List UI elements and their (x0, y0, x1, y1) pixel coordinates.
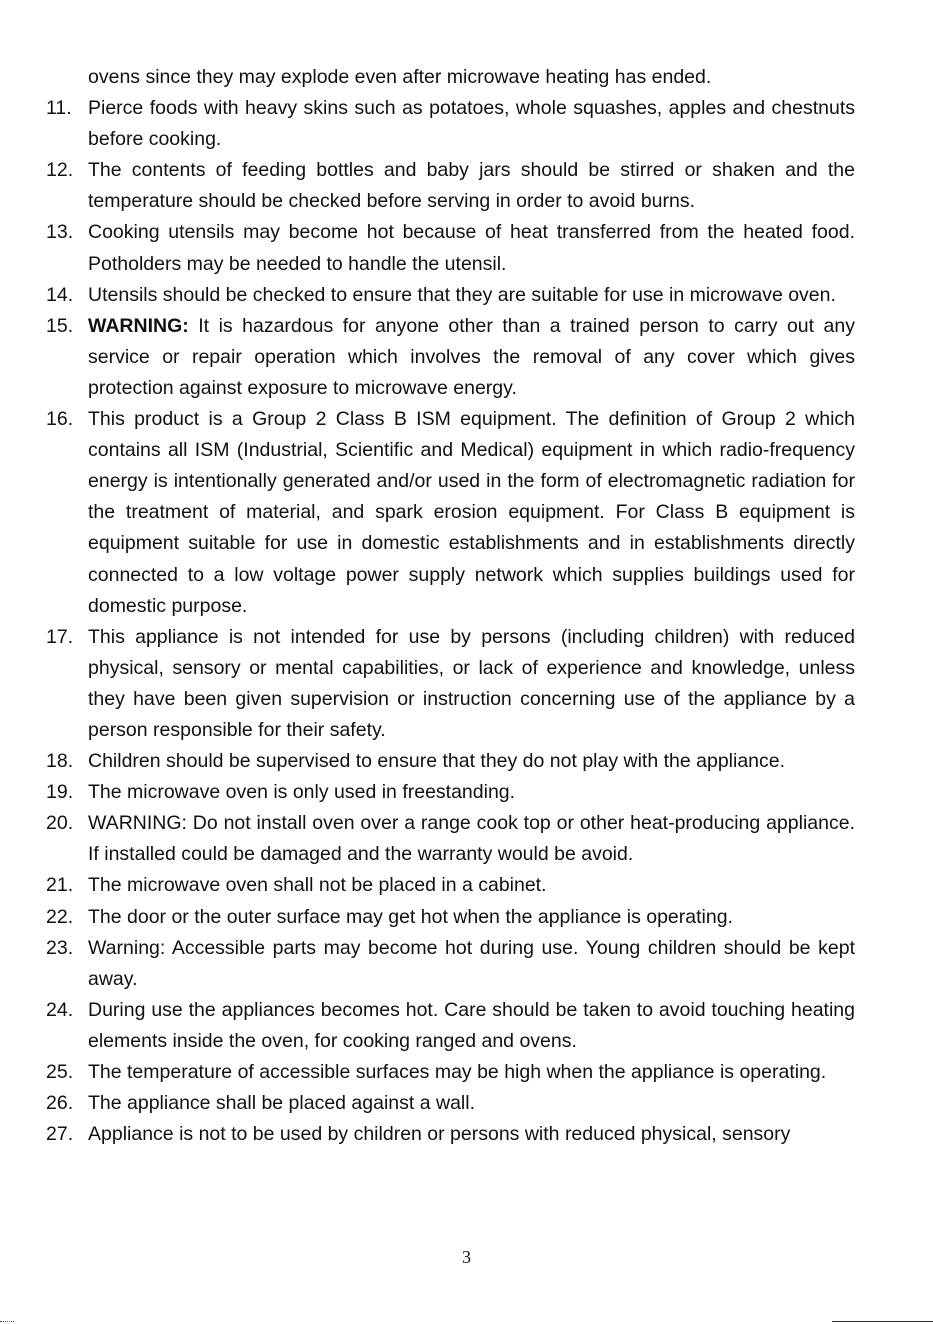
item-text: The appliance shall be placed against a wall. (88, 1092, 476, 1115)
safety-instructions-list (0, 62, 933, 1150)
item-text-with-warning (88, 311, 855, 404)
list-item-12 (0, 155, 933, 217)
item-number: 27. (46, 1123, 74, 1146)
list-item-24 (0, 995, 933, 1057)
footer-rule-left (0, 1321, 14, 1322)
item-text: The microwave oven is only used in freestanding. (88, 781, 516, 804)
item-number: 11. (46, 97, 72, 120)
item-number: 17. (46, 625, 74, 648)
list-item-14 (0, 280, 933, 311)
list-item-23 (0, 933, 933, 995)
list-item-18 (0, 746, 933, 777)
list-item-27 (0, 1119, 933, 1150)
list-item-25 (0, 1057, 933, 1088)
item-text: Utensils should be checked to ensure that they are suitable for use in microwave oven. (88, 283, 836, 306)
item-number: 18. (46, 750, 74, 773)
item-text: Cooking utensils may become hot because of heat transferred from the heated food. Potholders may be needed to handle the utensil. (88, 221, 855, 275)
footer-rule-right (832, 1321, 933, 1322)
list-item-17 (0, 622, 933, 746)
list-item-20 (0, 808, 933, 870)
item-number: 24. (46, 998, 74, 1021)
list-item-15 (0, 311, 933, 404)
list-item-26 (0, 1088, 933, 1119)
item-text: Children should be supervised to ensure that they do not play with the appliance. (88, 750, 786, 773)
item-number: 23. (46, 936, 74, 959)
item-text: This appliance is not intended for use by persons (including children) with reduced physical, sensory or mental capabilities, or lack of experience and knowledge, unless they have been given supervision or instruction concerning use of the appliance by a person responsible for their safety. (88, 625, 855, 741)
item-number: 22. (46, 905, 74, 928)
item-text: The microwave oven shall not be placed in a cabinet. (88, 874, 547, 897)
item-text: Pierce foods with heavy skins such as potatoes, whole squashes, apples and chestnuts before cooking. (88, 97, 855, 151)
list-item-13 (0, 217, 933, 279)
item-number: 19. (46, 781, 74, 804)
item-number: 21. (46, 874, 74, 897)
item-text: Warning: Accessible parts may become hot during use. Young children should be kept away. (88, 936, 855, 990)
page-number: 3 (462, 1247, 471, 1267)
item-number: 14. (46, 283, 74, 306)
item-number: 25. (46, 1061, 74, 1083)
item-number: 15. (46, 314, 74, 337)
item-number: 20. (46, 812, 74, 835)
item-number: 12. (46, 159, 74, 182)
item-text: WARNING: Do not install oven over a range cook top or other heat-producing appliance. If installed could be damaged and the warranty would be avoid. (88, 812, 855, 866)
item-number: 26. (46, 1092, 74, 1115)
list-item-22 (0, 902, 933, 933)
item-text: This product is a Group 2 Class B ISM equipment. The definition of Group 2 which contains all ISM (Industrial, Scientific and Medical) equipment in which radio-frequency energy is intentionally generated and/or used in the form of electromagnetic radiation for the treatment of material, and spark erosion equipment. For Class B equipment is equipment suitable for use in domestic establishments and in establishments directly connected to a low voltage power supply network which supplies buildings used for domestic purpose. (88, 408, 855, 617)
item-text: During use the appliances becomes hot. Care should be taken to avoid touching heating elements inside the oven, for cooking ranged and ovens. (88, 998, 855, 1052)
item-text: The temperature of accessible surfaces may be high when the appliance is operating. (88, 1061, 827, 1083)
item-text: The door or the outer surface may get hot when the appliance is operating. (88, 905, 733, 928)
list-item-16 (0, 404, 933, 622)
item-text: The contents of feeding bottles and baby jars should be stirred or shaken and the temperature should be checked before serving in order to avoid burns. (88, 159, 855, 213)
item-text: Appliance is not to be used by children or persons with reduced physical, sensory (88, 1123, 791, 1146)
item-number: 16. (46, 408, 74, 431)
list-item-19 (0, 777, 933, 808)
list-item-21 (0, 870, 933, 901)
list-item-11 (0, 93, 933, 155)
intro-continuation: ovens since they may explode even after microwave heating has ended. (88, 66, 712, 88)
warning-label: WARNING: (88, 314, 189, 337)
item-text: It is hazardous for anyone other than a trained person to carry out any service or repair operation which involves the removal of any cover which gives protection against exposure to microwave energy. (88, 314, 855, 399)
item-number: 13. (46, 221, 74, 244)
